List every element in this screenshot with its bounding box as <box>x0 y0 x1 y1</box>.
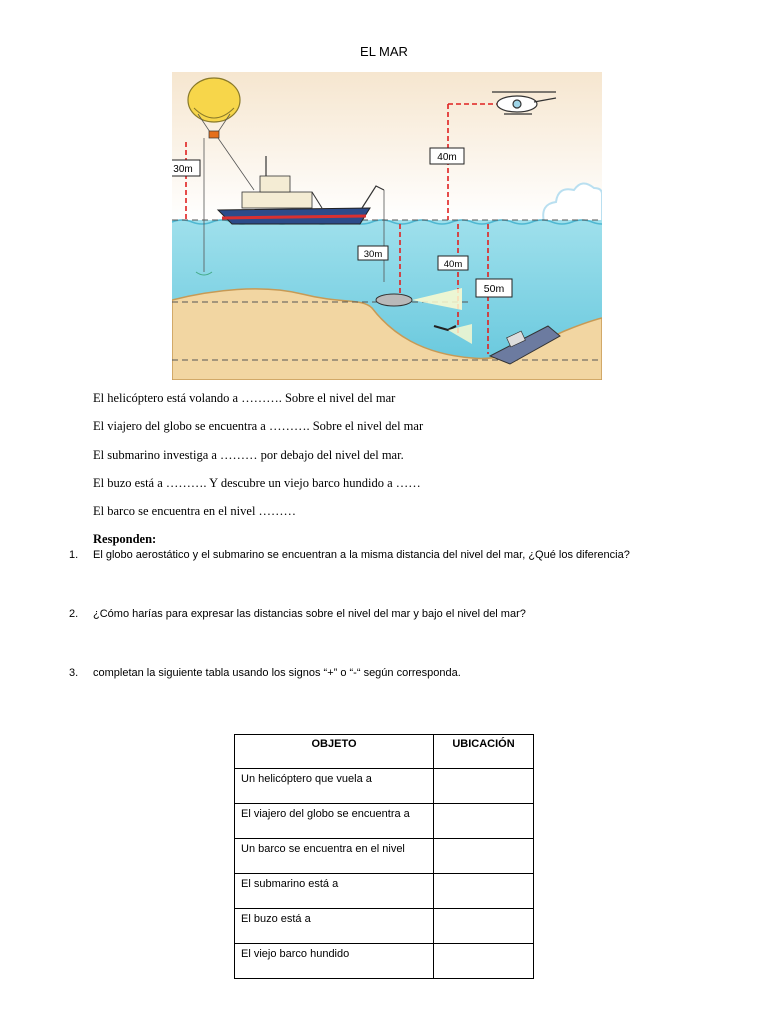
table-row <box>235 909 534 944</box>
label-helicopter-40m <box>430 148 464 164</box>
question-text: El globo aerostático y el submarino se encuentran a la misma distancia del nivel del mar, ¿Qué los diferencia? <box>93 549 630 561</box>
svg-text:40m: 40m <box>443 259 463 270</box>
svg-text:50m: 50m <box>483 283 505 295</box>
sentence-submarine: El submarino investiga a ……… por debajo del nivel del mar. <box>93 448 404 462</box>
location-cell[interactable] <box>434 909 534 944</box>
location-table <box>234 734 534 979</box>
object-cell: El buzo está a <box>235 909 434 944</box>
table-row <box>235 944 534 979</box>
label-diver-40m <box>438 256 468 270</box>
question-text: completan la siguiente tabla usando los signos “+” o “-“ según corresponda. <box>93 667 461 679</box>
svg-text:40m: 40m <box>437 152 457 163</box>
object-cell: Un barco se encuentra en el nivel <box>235 839 434 874</box>
table-row <box>235 839 534 874</box>
location-cell[interactable] <box>434 944 534 979</box>
question-text: ¿Cómo harías para expresar las distancias sobre el nivel del mar y bajo el nivel del mar? <box>93 608 526 620</box>
object-cell: El viejo barco hundido <box>235 944 434 979</box>
sentence-diver: El buzo está a ………. Y descubre un viejo barco hundido a …… <box>93 476 421 490</box>
label-submarine-30m <box>358 246 388 260</box>
table-header-row <box>235 735 534 769</box>
sea-illustration <box>172 72 602 380</box>
header-objeto: OBJETO <box>235 735 434 769</box>
table-row <box>235 769 534 804</box>
page-title: EL MAR <box>360 44 408 59</box>
table-row <box>235 874 534 909</box>
location-cell[interactable] <box>434 769 534 804</box>
label-balloon-30m <box>172 160 200 176</box>
location-cell[interactable] <box>434 839 534 874</box>
sentence-helicopter: El helicóptero está volando a ………. Sobre el nivel del mar <box>93 391 396 405</box>
question-number: 3. <box>69 667 79 679</box>
label-shipwreck-50m <box>476 279 512 297</box>
object-cell: El viajero del globo se encuentra a <box>235 804 434 839</box>
label-text: 30m <box>173 164 193 175</box>
table-row <box>235 804 534 839</box>
object-cell: El submarino está a <box>235 874 434 909</box>
object-cell: Un helicóptero que vuela a <box>235 769 434 804</box>
sentence-balloon: El viajero del globo se encuentra a ………. Sobre el nivel del mar <box>93 419 424 433</box>
svg-text:30m: 30m <box>363 249 383 260</box>
sentence-ship: El barco se encuentra en el nivel ……… <box>93 504 297 518</box>
question-number: 1. <box>69 549 79 561</box>
location-cell[interactable] <box>434 874 534 909</box>
location-cell[interactable] <box>434 804 534 839</box>
responden-heading: Responden: <box>93 532 157 546</box>
question-number: 2. <box>69 608 79 620</box>
header-ubicacion: UBICACIÓN <box>434 735 534 769</box>
